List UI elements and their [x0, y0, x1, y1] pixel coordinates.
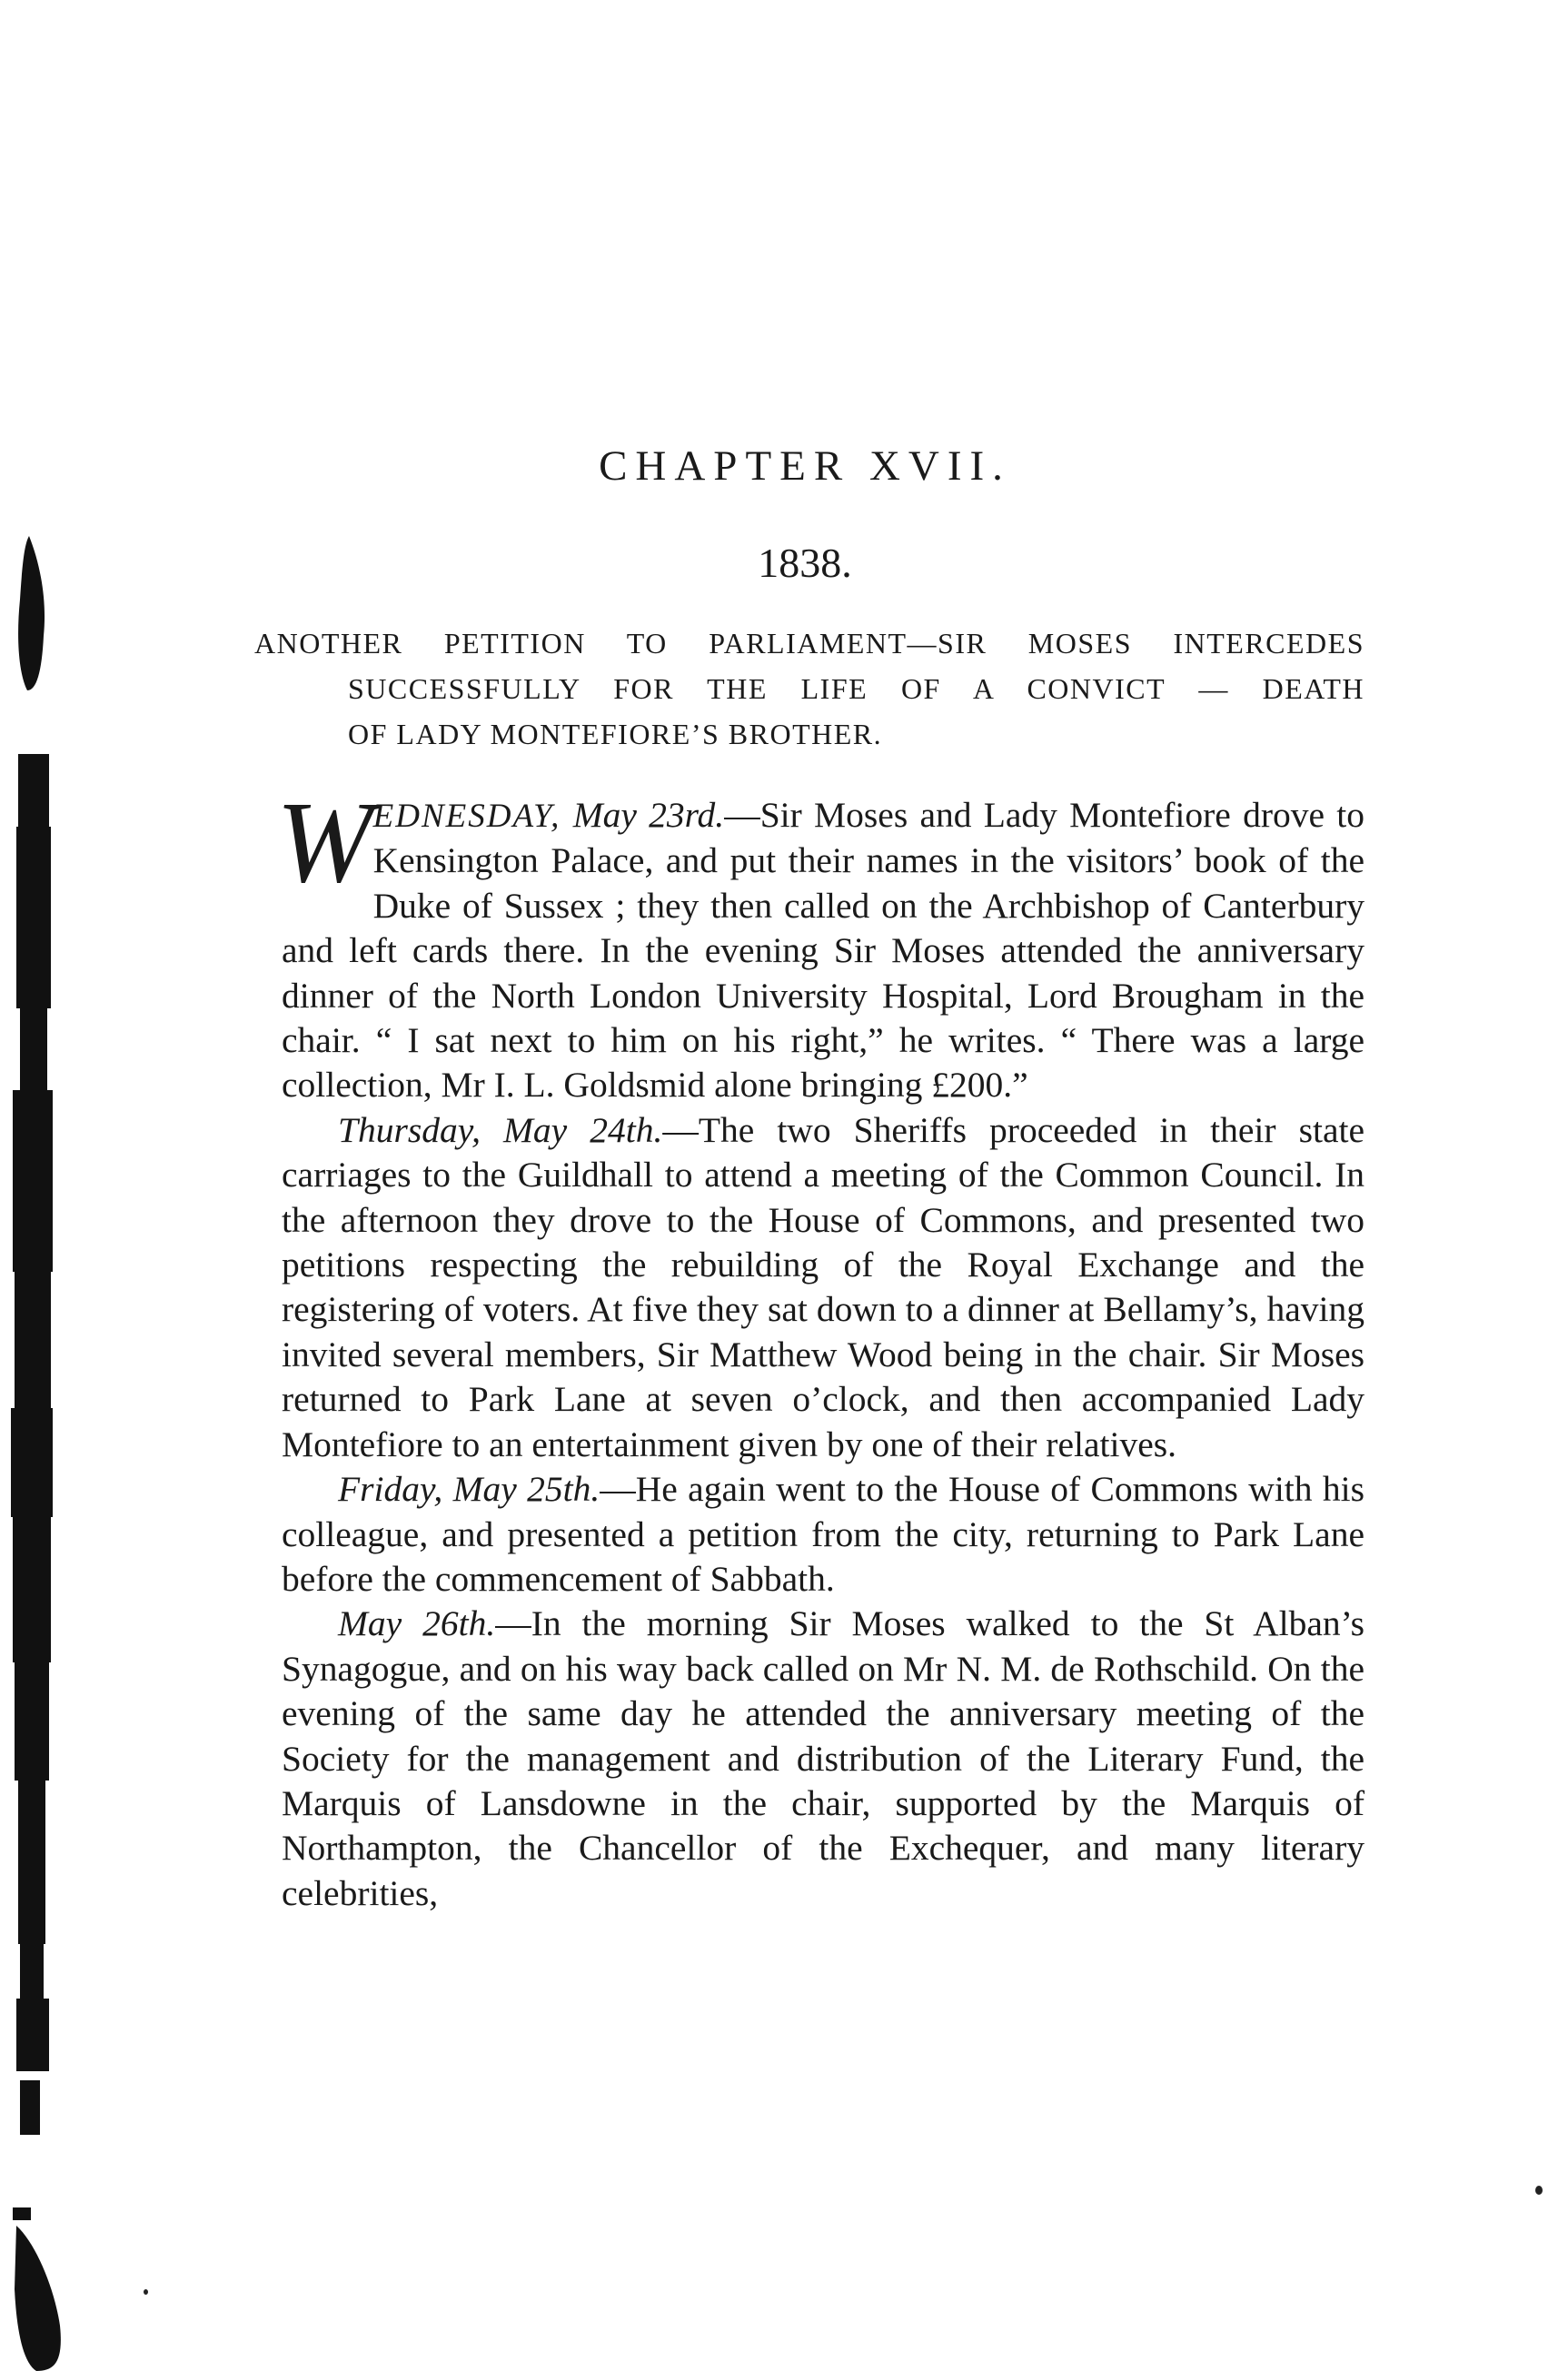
stray-mark	[1535, 2186, 1543, 2195]
paragraph-text: —The two Sheriffs proceeded in their state carriages to the Guildhall to attend a meeting of the Common Council. In the afternoon they drove to the House of Commons, and presented two petitions respecting the rebuilding of the Royal Exchange and the registering of voters. At five they sat down to a dinner at Bellamy’s, having invited several members, Sir Matthew Wood being in the chair. Sir Moses returned to Park Lane at seven o’clock, and then accompanied Lady Montefiore to an entertainment given by one of their relatives.	[282, 1109, 1365, 1464]
synopsis-line: SUCCESSFULLY FOR THE LIFE OF A CONVICT — DEATH	[348, 672, 1365, 705]
scan-edge-shadow	[0, 0, 100, 2371]
paragraph	[276, 778, 1365, 1108]
paragraph	[282, 1108, 1365, 1467]
paragraph-lead: EDNESDAY,	[372, 798, 561, 835]
paragraph-date: Thursday, May 24th.	[338, 1109, 663, 1150]
body-text	[276, 778, 1365, 1916]
paragraph-text: —He again went to the House of Commons with his colleague, and presented a petition from the city, returning to Park Lane before the commencement of Sabbath.	[282, 1469, 1365, 1599]
paragraph-date: May 23rd.	[572, 795, 725, 835]
synopsis-line: ANOTHER PETITION TO PARLIAMENT—SIR MOSES INTERCEDES	[254, 627, 1365, 660]
paragraph-text: —Sir Moses and Lady Montefiore drove to Kensington Palace, and put their names in the visitors’ book of the Duke of Sussex ; they then called on the Archbishop of Canterbury and left cards there. In the evening Sir Moses attended the anniversary dinner of the North London University Hospital, Lord Brougham in the chair. “ I sat next to him on his right,” he writes. “ There was a large collection, Mr I. L. Goldsmid alone bringing £200.”	[282, 795, 1365, 1106]
synopsis-line: OF LADY MONTEFIORE’S BROTHER.	[348, 718, 883, 750]
paragraph	[282, 1602, 1365, 1916]
chapter-synopsis	[254, 620, 1365, 757]
paragraph-date: Friday, May 25th.	[338, 1469, 600, 1510]
stray-mark	[144, 2289, 148, 2295]
drop-cap: W	[276, 778, 366, 907]
paragraph-date: May 26th.	[338, 1603, 496, 1644]
chapter-year: 1838.	[758, 540, 852, 586]
paragraph-text: —In the morning Sir Moses walked to the St Alban’s Synagogue, and on his way back called on Mr N. M. de Rothschild. On the evening of the same day he attended the anniversary meeting of the Society for the management and distribution of the Literary Fund, the Marquis of Lansdowne in the chair, supported by the Marquis of Northampton, the Chancellor of the Exchequer, and many literary celebrities,	[282, 1603, 1365, 1913]
paragraph	[282, 1467, 1365, 1602]
chapter-title: CHAPTER XVII.	[599, 442, 1011, 490]
